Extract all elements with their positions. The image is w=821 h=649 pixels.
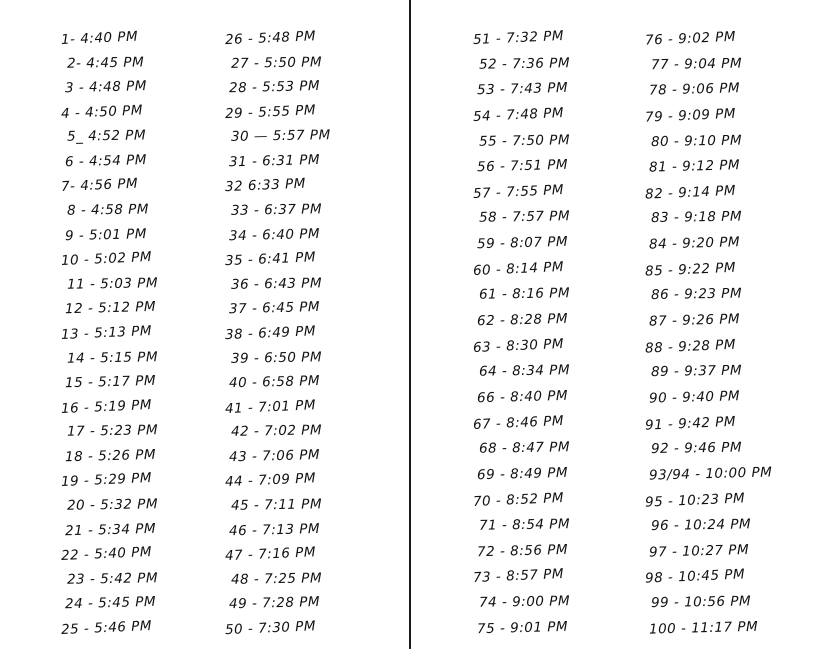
time-entry: 34 - 6:40 PM [228,225,321,244]
time-entry: 69 - 8:49 PM [476,464,569,484]
time-entry: 33 - 6:37 PM [230,201,323,219]
time-entry: 28 - 5:53 PM [228,78,321,97]
entry-column-4 [644,28,773,638]
time-entry: 71 - 8:54 PM [478,516,571,534]
time-entry: 75 - 9:01 PM [476,618,569,637]
time-entry: 62 - 8:28 PM [476,310,569,330]
time-entry: 39 - 6:50 PM [230,348,323,367]
time-entry: 49 - 7:28 PM [228,594,321,613]
time-entry: 48 - 7:25 PM [230,570,323,588]
time-entry: 46 - 7:13 PM [228,520,321,539]
time-entry: 27 - 5:50 PM [230,53,323,72]
time-entry: 100 - 11:17 PM [648,618,759,638]
time-entry: 66 - 8:40 PM [476,387,569,407]
time-entry: 50 - 7:30 PM [224,618,317,639]
time-entry: 57 - 7:55 PM [472,181,565,202]
time-entry: 81 - 9:12 PM [648,157,741,176]
time-entry: 55 - 7:50 PM [478,131,571,150]
time-entry: 3 - 4:48 PM [64,78,148,97]
entry-column-3 [472,28,571,637]
time-entry: 77 - 9:04 PM [650,55,743,73]
entry-column-2 [224,28,331,639]
time-entry: 11 - 5:03 PM [66,274,159,293]
time-entry: 41 - 7:01 PM [224,396,317,417]
time-entry: 12 - 5:12 PM [64,299,157,318]
time-entry: 22 - 5:40 PM [60,544,153,565]
time-entry: 36 - 6:43 PM [230,275,323,293]
time-entry: 29 - 5:55 PM [224,101,317,122]
time-entry: 47 - 7:16 PM [224,544,317,565]
time-entry: 31 - 6:31 PM [228,151,321,171]
time-entry: 86 - 9:23 PM [650,285,743,304]
time-entry: 68 - 8:47 PM [478,439,571,458]
time-entry: 74 - 9:00 PM [478,593,571,611]
time-entry: 56 - 7:51 PM [476,157,569,176]
time-entry: 51 - 7:32 PM [472,28,565,48]
time-entry: 63 - 8:30 PM [472,335,565,356]
time-entry: 61 - 8:16 PM [478,285,571,304]
time-entry: 5_ 4:52 PM [66,127,147,146]
time-entry: 45 - 7:11 PM [230,496,323,514]
time-entry: 60 - 8:14 PM [472,258,565,279]
time-entry: 72 - 8:56 PM [476,541,569,561]
time-entry: 32 6:33 PM [224,176,307,196]
time-entry: 20 - 5:32 PM [66,496,159,514]
time-entry: 10 - 5:02 PM [60,249,153,270]
time-entry: 13 - 5:13 PM [60,322,153,343]
time-entry: 18 - 5:26 PM [64,446,157,466]
time-entry: 30 — 5:57 PM [230,127,331,146]
time-entry: 78 - 9:06 PM [648,80,741,99]
time-entry: 21 - 5:34 PM [64,520,157,539]
time-entry: 44 - 7:09 PM [224,470,317,491]
time-entry: 52 - 7:36 PM [478,54,571,73]
time-entry: 97 - 10:27 PM [648,541,750,561]
time-entry: 73 - 8:57 PM [472,566,565,587]
time-entry: 9 - 5:01 PM [64,225,148,244]
time-entry: 35 - 6:41 PM [224,249,317,270]
time-entry: 38 - 6:49 PM [224,323,317,344]
time-entry: 70 - 8:52 PM [472,489,565,510]
time-entry: 37 - 6:45 PM [228,299,321,318]
time-entry: 15 - 5:17 PM [64,372,157,392]
time-entry: 92 - 9:46 PM [650,439,743,458]
time-entry: 42 - 7:02 PM [230,422,323,441]
time-entry: 4 - 4:50 PM [60,102,144,122]
time-entry: 26 - 5:48 PM [224,28,317,49]
left-page [0,0,409,649]
time-entry: 84 - 9:20 PM [648,234,741,253]
time-entry: 99 - 10:56 PM [650,593,752,612]
time-entry: 59 - 8:07 PM [476,233,569,253]
time-entry: 96 - 10:24 PM [650,516,752,535]
time-entry: 87 - 9:26 PM [648,311,741,330]
entry-column-1 [60,28,159,638]
time-entry: 85 - 9:22 PM [644,259,737,280]
time-entry: 6 - 4:54 PM [64,151,148,171]
time-entry: 80 - 9:10 PM [650,132,743,150]
time-entry: 53 - 7:43 PM [476,80,569,99]
time-entry: 24 - 5:45 PM [64,594,157,613]
time-entry: 17 - 5:23 PM [66,422,159,441]
time-entry: 54 - 7:48 PM [472,104,565,125]
time-entry: 16 - 5:19 PM [60,396,153,417]
time-entry: 58 - 7:57 PM [478,208,571,227]
time-entry: 40 - 6:58 PM [228,373,321,392]
time-entry: 1- 4:40 PM [60,28,139,48]
time-entry: 43 - 7:06 PM [228,446,321,466]
time-entry: 25 - 5:46 PM [60,617,153,638]
time-entry: 8 - 4:58 PM [66,201,150,219]
time-entry: 91 - 9:42 PM [644,413,737,434]
time-entry: 98 - 10:45 PM [644,566,746,588]
time-entry: 23 - 5:42 PM [66,569,159,588]
time-entry: 93/94 - 10:00 PM [648,464,773,484]
time-entry: 14 - 5:15 PM [66,348,159,367]
time-entry: 90 - 9:40 PM [648,388,741,407]
time-entry: 19 - 5:29 PM [60,470,153,491]
time-entry: 95 - 10:23 PM [644,489,746,511]
time-entry: 89 - 9:37 PM [650,362,743,381]
time-entry: 2- 4:45 PM [66,54,145,72]
time-entry: 64 - 8:34 PM [478,362,571,381]
time-entry: 76 - 9:02 PM [644,28,737,49]
time-entry: 67 - 8:46 PM [472,412,565,433]
time-entry: 82 - 9:14 PM [644,182,737,203]
time-entry: 79 - 9:09 PM [644,105,737,126]
time-entry: 7- 4:56 PM [60,176,139,196]
time-entry: 83 - 9:18 PM [650,208,743,227]
time-entry: 88 - 9:28 PM [644,336,737,357]
